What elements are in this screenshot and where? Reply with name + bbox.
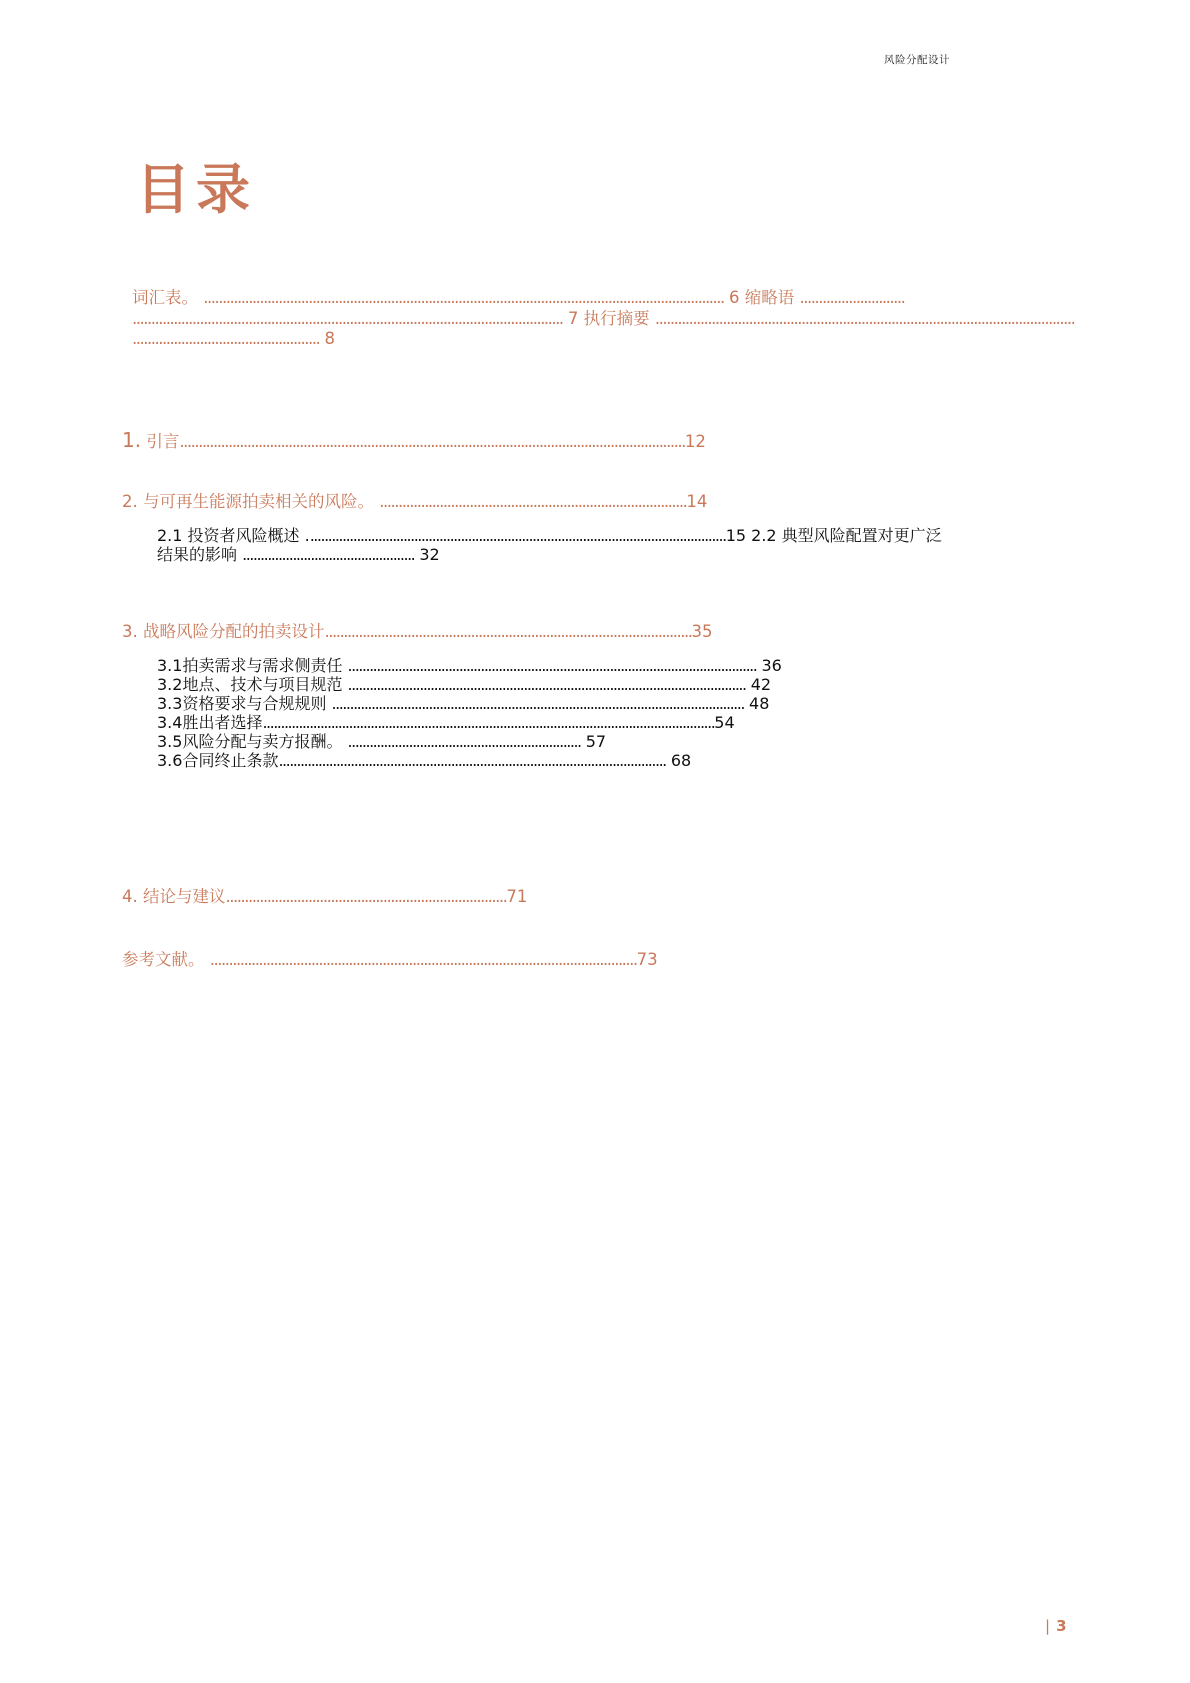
leader-dots: ........................................................................... [225,887,507,906]
toc-entry-label: 结果的影响 [157,545,238,564]
toc-entry-page: 8 [324,329,335,348]
toc-section-4[interactable] [122,889,527,906]
toc-entry-label: 3.3资格要求与合规规则 [157,694,327,713]
toc-entry-page: 73 [636,950,658,969]
leader-dots: .................................................................................................................... [309,526,726,545]
toc-section-2[interactable] [122,494,707,511]
toc-entry-label: 4. 结论与建议 [122,887,226,906]
toc-subsection-3-2[interactable] [157,677,771,693]
leader-dots: ............................................................................................................... [347,675,746,694]
leader-dots: ................................................................................................................ [654,309,1075,328]
leader-dots: ................................................................................................................... [132,309,563,328]
leader-dots: ............................................................................................................ [278,751,666,770]
toc-entry-page: 68 [670,751,692,770]
leader-dots: .................................................................................................. [324,622,692,641]
toc-entry-page: 6 缩略语 [729,288,795,307]
toc-subsection-3-5[interactable] [157,734,606,750]
leader-dots: .............................................................................................................................. [262,713,715,732]
toc-entry-page: 32 [419,545,440,564]
toc-entry-label: 3. 战略风险分配的拍卖设计 [122,622,325,641]
leader-dots: .................................................................................................................. [209,950,637,969]
leader-dots: ........................................................................................................................................... [203,288,724,307]
leader-dots: ....................................................................................................................................... [179,432,685,451]
leader-dots: ................................................................................................................... [331,694,744,713]
page-number: 3 [1056,1617,1067,1635]
leader-dots: ................................................................. [347,732,581,751]
toc-subsection-3-1[interactable] [157,658,782,674]
toc-entry-page: 57 [585,732,607,751]
toc-entry-label: 3.4胜出者选择 [157,713,263,732]
leader-dots: .................................................................................................................. [347,656,757,675]
toc-section-number: 1. [122,428,142,452]
toc-subsection-3-6[interactable] [157,753,691,769]
leader-dots: .................................................................................. [379,492,687,511]
toc-entry-label: 参考文献。 [122,950,205,969]
toc-front-line-2[interactable] [132,311,1074,328]
toc-entry-label: 3.1拍卖需求与需求侧责任 [157,656,343,675]
page-title: 目录 [136,158,256,221]
toc-references[interactable] [122,952,658,969]
toc-front-line-3[interactable] [132,331,335,348]
toc-entry-label: 3.6合同终止条款 [157,751,279,770]
toc-section-3[interactable] [122,624,713,641]
toc-subsection-2-2-cont[interactable] [157,547,440,563]
toc-front-line-1[interactable] [132,290,904,307]
toc-entry-label: 3.5风险分配与卖方报酬。 [157,732,343,751]
leader-dots: .................................................. [132,329,320,348]
running-header: 风险分配设计 [884,54,950,66]
toc-entry-page: 71 [506,887,528,906]
toc-entry-page: 42 [750,675,772,694]
toc-entry-page: 36 [761,656,782,675]
leader-dots: ............................ [799,288,905,307]
toc-section-1[interactable] [122,430,706,451]
toc-entry-page: 48 [749,694,770,713]
footer-separator: | [1045,1617,1051,1635]
toc-entry-page: 54 [714,713,735,732]
toc-entry-label: 词汇表。 [132,288,198,307]
toc-entry-page: 35 [691,622,713,641]
toc-entry-label: 2. 与可再生能源拍卖相关的风险。 [122,492,374,511]
toc-entry-label: 2.1 投资者风险概述 . [157,526,310,545]
toc-entry-page: 7 执行摘要 [567,309,650,328]
toc-subsection-2-1[interactable] [157,528,942,544]
page-footer [1045,1617,1067,1635]
toc-entry-page: 12 [684,432,706,451]
toc-entry-label: 3.2地点、技术与项目规范 [157,675,343,694]
toc-entry-label: 引言 [146,432,180,451]
toc-subsection-3-4[interactable] [157,715,735,731]
leader-dots: ................................................ [242,545,415,564]
toc-entry-page: 14 [686,492,708,511]
toc-entry-page: 15 2.2 典型风险配置对更广泛 [725,526,942,545]
toc-subsection-3-3[interactable] [157,696,769,712]
